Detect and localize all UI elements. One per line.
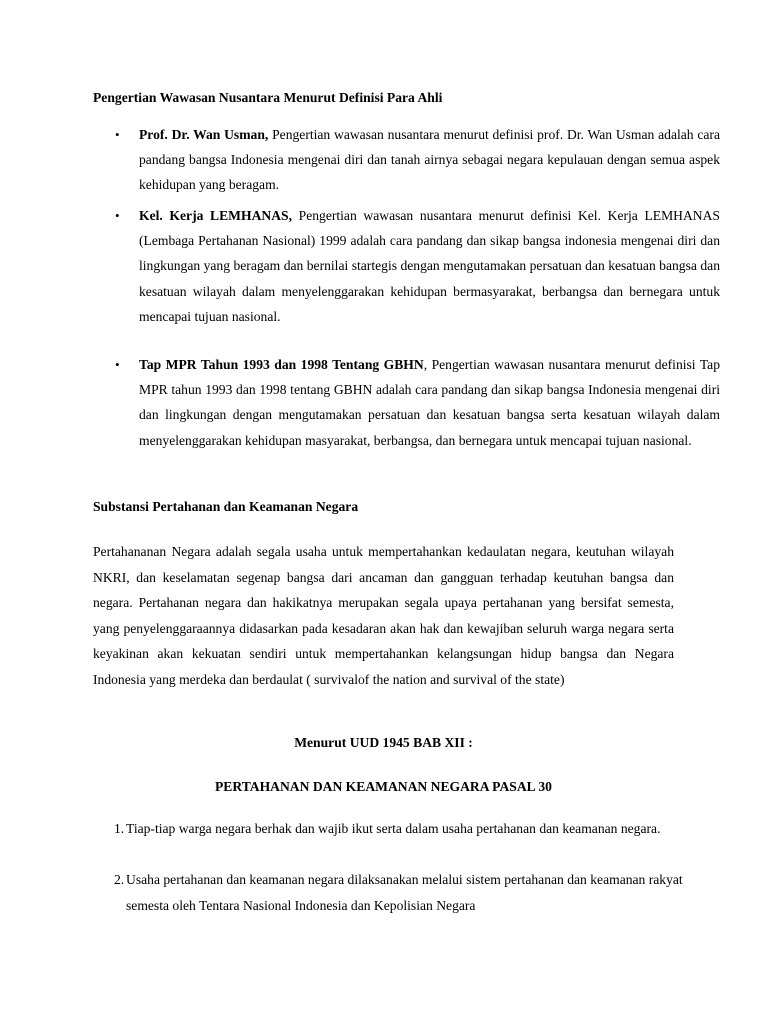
list-item bbox=[93, 352, 720, 453]
item-text: Usaha pertahanan dan keamanan negara dilaksanakan melalui sistem pertahanan dan keamanan rakyat semesta oleh Tentara Nasional Indonesia dan Kepolisian Negara bbox=[126, 872, 683, 913]
expert-name: Tap MPR Tahun 1993 dan 1998 Tentang GBHN bbox=[139, 357, 424, 372]
section-title-pertahanan: Substansi Pertahanan dan Keamanan Negara bbox=[93, 499, 359, 514]
body-paragraph: Pertahananan Negara adalah segala usaha untuk mempertahankan kedaulatan negara, keutuhan wilayah NKRI, dan keselamatan segenap bangsa dari ancaman dan gangguan terhadap keutuhan bangsa dan negara. Pertahanan negara dan hakikatnya merupakan segala upaya pertahanan yang bersifat semesta, yang penyelenggaraannya didasarkan pada kesadaran akan hak dan kewajiban seluruh warga negara serta keyakinan akan kekuatan sendiri untuk mempertahankan kelangsungan hidup bangsa dan Negara Indonesia yang merdeka dan berdaulat ( survivalof the nation and survival of the state) bbox=[93, 544, 674, 687]
item-text: Tiap-tiap warga negara berhak dan wajib ikut serta dalam usaha pertahanan dan keamanan negara. bbox=[126, 821, 661, 836]
item-number: 1. bbox=[114, 821, 125, 836]
bullet-icon: • bbox=[115, 357, 120, 372]
list-item bbox=[93, 203, 720, 329]
section-title-wawasan-nusantara: Pengertian Wawasan Nusantara Menurut Definisi Para Ahli bbox=[93, 90, 443, 105]
expert-name: Prof. Dr. Wan Usman, bbox=[139, 127, 269, 142]
centered-title-pasal: PERTAHANAN DAN KEAMANAN NEGARA PASAL 30 bbox=[215, 779, 552, 794]
list-item bbox=[93, 122, 720, 198]
list-item bbox=[93, 867, 686, 918]
definition-text: Pengertian wawasan nusantara menurut definisi Kel. Kerja LEMHANAS (Lembaga Pertahanan Nasional) 1999 adalah cara pandang dan sikap bangsa indonesia mengenai diri dan lingkungan yang beragam dan bernilai startegis dengan mengutamakan persatuan dan kesatuan bangsa dan kesatuan wilayah dalam menyelenggarakan kehidupan bermasyarakat, berbangsa dan bernegara untuk mencapai tujuan nasional. bbox=[139, 208, 720, 324]
centered-title-uud: Menurut UUD 1945 BAB XII : bbox=[294, 735, 473, 750]
expert-name: Kel. Kerja LEMHANAS, bbox=[139, 208, 292, 223]
item-number: 2. bbox=[114, 872, 125, 887]
bullet-icon: • bbox=[115, 127, 120, 142]
bullet-icon: • bbox=[115, 208, 120, 223]
list-item bbox=[93, 816, 686, 842]
definition-text: Pengertian wawasan nusantara menurut definisi prof. Dr. Wan Usman adalah cara pandang bangsa Indonesia mengenai diri dan tanah airnya sebagai negara kepulauan dengan semua aspek kehidupan yang beragam. bbox=[139, 127, 720, 193]
definition-text: , Pengertian wawasan nusantara menurut definisi Tap MPR tahun 1993 dan 1998 tentang GBHN adalah cara pandang dan sikap bangsa Indonesia mengenai diri dan lingkungan dengan mengutamakan persatuan dan kesatuan bangsa serta kesatuan wilayah dalam menyelenggarakan kehidupan masyarakat, berbangsa, dan bernegara untuk mencapai tujuan nasional. bbox=[139, 357, 720, 448]
